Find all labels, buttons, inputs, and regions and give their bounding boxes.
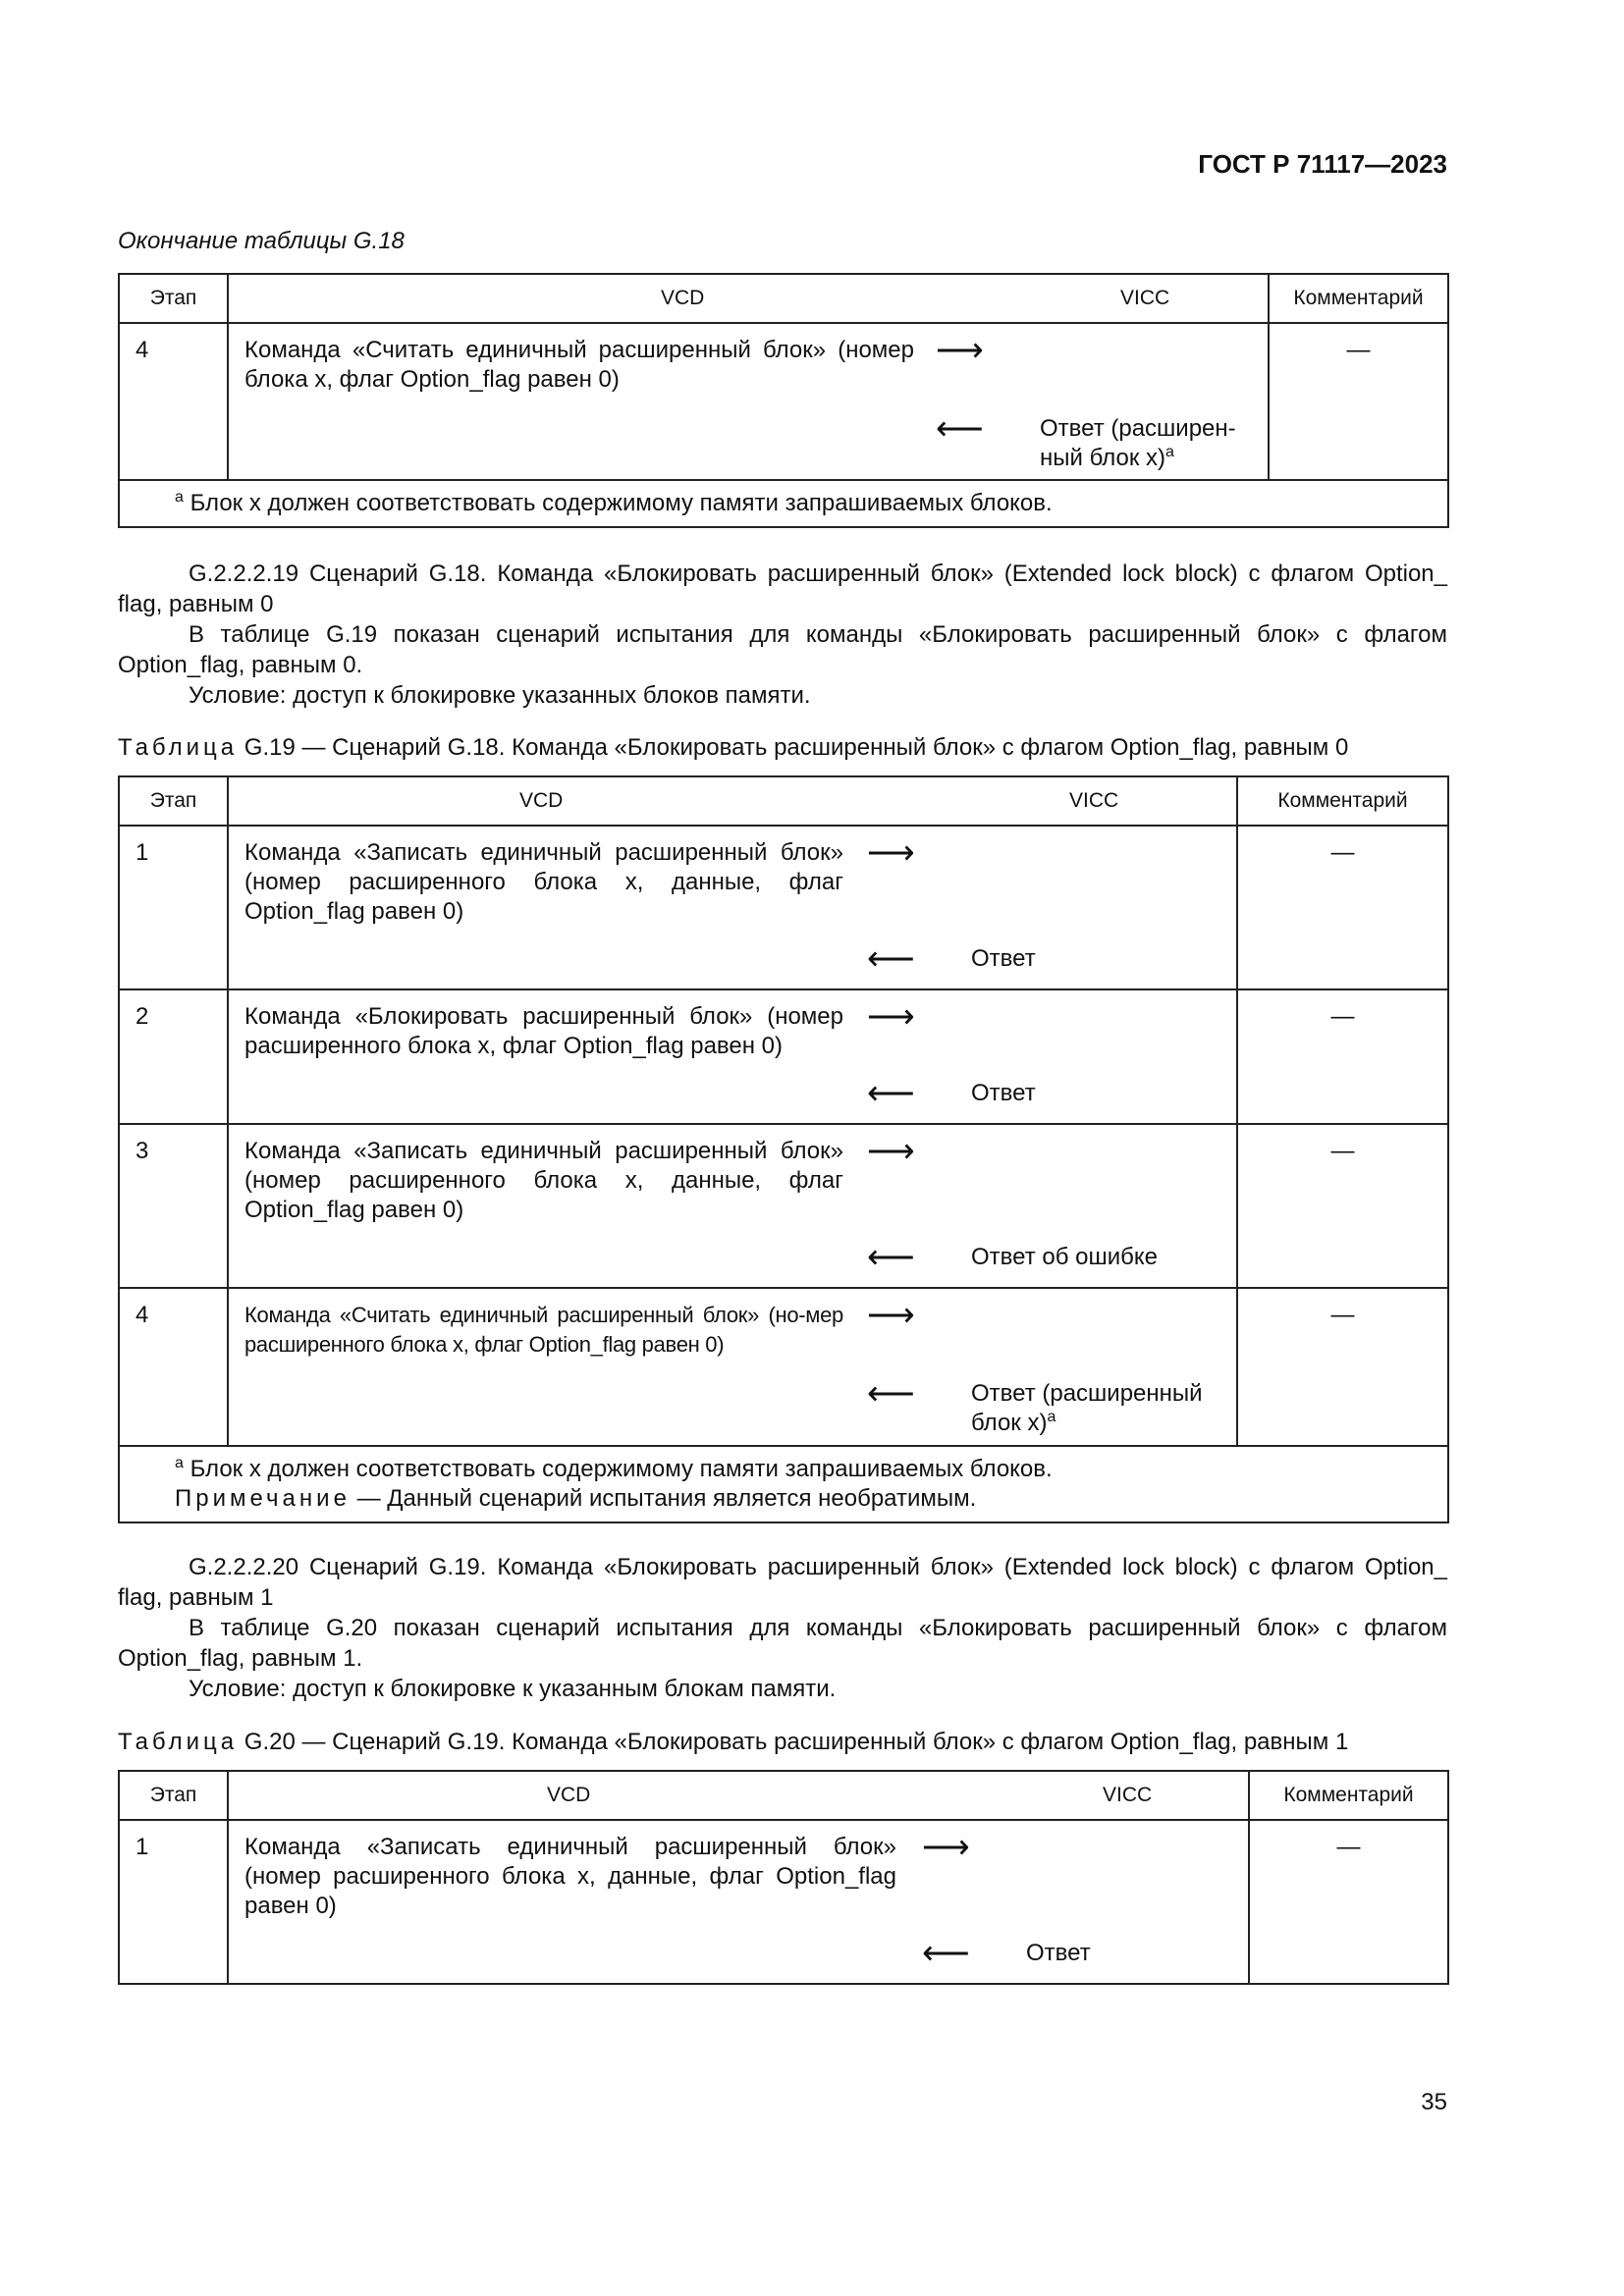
arrow-left-icon: ⟵ [867, 1375, 915, 1413]
exchange-cell [228, 323, 1269, 480]
table-g19 [118, 775, 1449, 1523]
header-comment: Комментарий [1237, 776, 1448, 826]
section-condition: Условие: доступ к блокировке указанных блоков памяти. [189, 682, 811, 709]
arrow-left-icon: ⟵ [867, 940, 915, 978]
section-heading: G.2.2.2.19 Сценарий G.18. Команда «Блокировать расширенный блок» (Extended lock block) с флагом Option_ flag, равным 0 [118, 561, 1447, 617]
header-vicc: VICC [1120, 287, 1170, 309]
step-cell: 4 [119, 1288, 228, 1446]
table-row [119, 1288, 1448, 1446]
arrow-left-icon: ⟵ [936, 410, 984, 448]
arrow-right-icon: ⟶ [867, 998, 915, 1036]
comment-cell: — [1237, 1124, 1448, 1288]
comment-cell: — [1249, 1820, 1448, 1984]
response-text: Ответ [971, 945, 1036, 972]
table-row [119, 323, 1448, 480]
command-text: Команда «Записать единичный расширенный блок» (номер расширенного блока x, данные, флаг Option_flag равен 0) [244, 1834, 896, 1919]
header-step: Этап [119, 1771, 228, 1820]
comment-cell: — [1237, 1288, 1448, 1446]
arrow-right-icon: ⟶ [867, 834, 915, 872]
step-cell: 4 [119, 323, 228, 480]
exchange-cell [228, 1820, 1249, 1984]
table-g20 [118, 1770, 1449, 1985]
header-vcd: VCD [661, 287, 705, 309]
response-text: Ответ [971, 1080, 1036, 1106]
arrow-right-icon: ⟶ [922, 1829, 970, 1866]
header-step: Этап [119, 776, 228, 826]
footnote-cell: $^a$ Блок x должен соответствовать содержимому памяти запрашиваемых блоков. [119, 480, 1448, 527]
comment-cell: — [1269, 323, 1448, 480]
arrow-right-icon: ⟶ [867, 1133, 915, 1170]
page-number: 35 [1421, 2089, 1447, 2115]
table-row [119, 826, 1448, 989]
arrow-right-icon: ⟶ [936, 332, 984, 369]
section-intro: В таблице G.19 показан сценарий испытания для команды «Блокировать расширенный блок» с флагом Option_flag, равным 0. [118, 621, 1447, 678]
response-text: Ответ об ошибке [971, 1244, 1158, 1270]
command-text: Команда «Записать единичный расширенный блок» (номер расширенного блока x, данные, флаг Option_flag равен 0) [244, 839, 843, 925]
header-vicc: VICC [1069, 789, 1119, 812]
response-text: Ответ (расширен-ный блок x)$^a$ [1040, 415, 1236, 471]
section-g19-text [118, 559, 1447, 711]
table-row [119, 1124, 1448, 1288]
table-header-row [119, 1771, 1448, 1820]
header-vcd-vicc [228, 1771, 1249, 1820]
table-g18-end [118, 273, 1449, 528]
step-cell: 1 [119, 1820, 228, 1984]
table-header-row [119, 274, 1448, 323]
step-cell: 2 [119, 989, 228, 1124]
header-step: Этап [119, 274, 228, 323]
header-vcd-vicc [228, 274, 1269, 323]
response-text: Ответ (расширенный блок x)$^a$ [971, 1380, 1203, 1436]
section-condition: Условие: доступ к блокировке к указанным блокам памяти. [189, 1676, 837, 1702]
table-g19-caption: Таблица G.19 — Сценарий G.18. Команда «Блокировать расширенный блок» с флагом Option_flag, равным 0 [118, 734, 1349, 761]
arrow-left-icon: ⟵ [867, 1075, 915, 1112]
table-header-row [119, 776, 1448, 826]
command-text: Команда «Записать единичный расширенный блок» (номер расширенного блока x, данные, флаг Option_flag равен 0) [244, 1138, 843, 1223]
footnote-cell [119, 1446, 1448, 1522]
header-vcd-vicc [228, 776, 1237, 826]
exchange-cell [228, 1288, 1237, 1446]
step-cell: 3 [119, 1124, 228, 1288]
header-comment: Комментарий [1269, 274, 1448, 323]
note-text: Примечание — Данный сценарий испытания является необратимым. [175, 1485, 977, 1512]
footnote-text: $^a$ Блок x должен соответствовать содержимому памяти запрашиваемых блоков. [175, 1455, 1053, 1482]
section-heading: G.2.2.2.20 Сценарий G.19. Команда «Блокировать расширенный блок» (Extended lock block) с флагом Option_ flag, равным 1 [118, 1554, 1447, 1611]
exchange-cell [228, 989, 1237, 1124]
section-g20-text [118, 1552, 1447, 1704]
table-continuation-caption: Окончание таблицы G.18 [118, 228, 405, 254]
table-g20-caption: Таблица G.20 — Сценарий G.19. Команда «Блокировать расширенный блок» с флагом Option_flag, равным 1 [118, 1729, 1349, 1755]
arrow-right-icon: ⟶ [867, 1297, 915, 1334]
header-vicc: VICC [1103, 1784, 1153, 1806]
command-text: Команда «Блокировать расширенный блок» (номер расширенного блока x, флаг Option_flag равен 0) [244, 1003, 843, 1059]
standard-designation: ГОСТ Р 71117—2023 [1198, 149, 1447, 179]
command-text: Команда «Считать единичный расширенный блок» (номер блока x, флаг Option_flag равен 0) [244, 337, 914, 393]
table-row [119, 989, 1448, 1124]
comment-cell: — [1237, 989, 1448, 1124]
header-comment: Комментарий [1249, 1771, 1448, 1820]
section-intro: В таблице G.20 показан сценарий испытания для команды «Блокировать расширенный блок» с флагом Option_flag, равным 1. [118, 1615, 1447, 1672]
footnote-row [119, 480, 1448, 527]
header-vcd: VCD [547, 1784, 591, 1806]
header-vcd: VCD [519, 789, 564, 812]
response-text: Ответ [1026, 1940, 1091, 1966]
comment-cell: — [1237, 826, 1448, 989]
command-text: Команда «Считать единичный расширенный блок» (но-мер расширенного блока x, флаг Option_flag равен 0) [244, 1303, 843, 1357]
exchange-cell [228, 1124, 1237, 1288]
arrow-left-icon: ⟵ [922, 1935, 970, 1972]
table-row [119, 1820, 1448, 1984]
footnote-row [119, 1446, 1448, 1522]
step-cell: 1 [119, 826, 228, 989]
exchange-cell [228, 826, 1237, 989]
arrow-left-icon: ⟵ [867, 1239, 915, 1276]
